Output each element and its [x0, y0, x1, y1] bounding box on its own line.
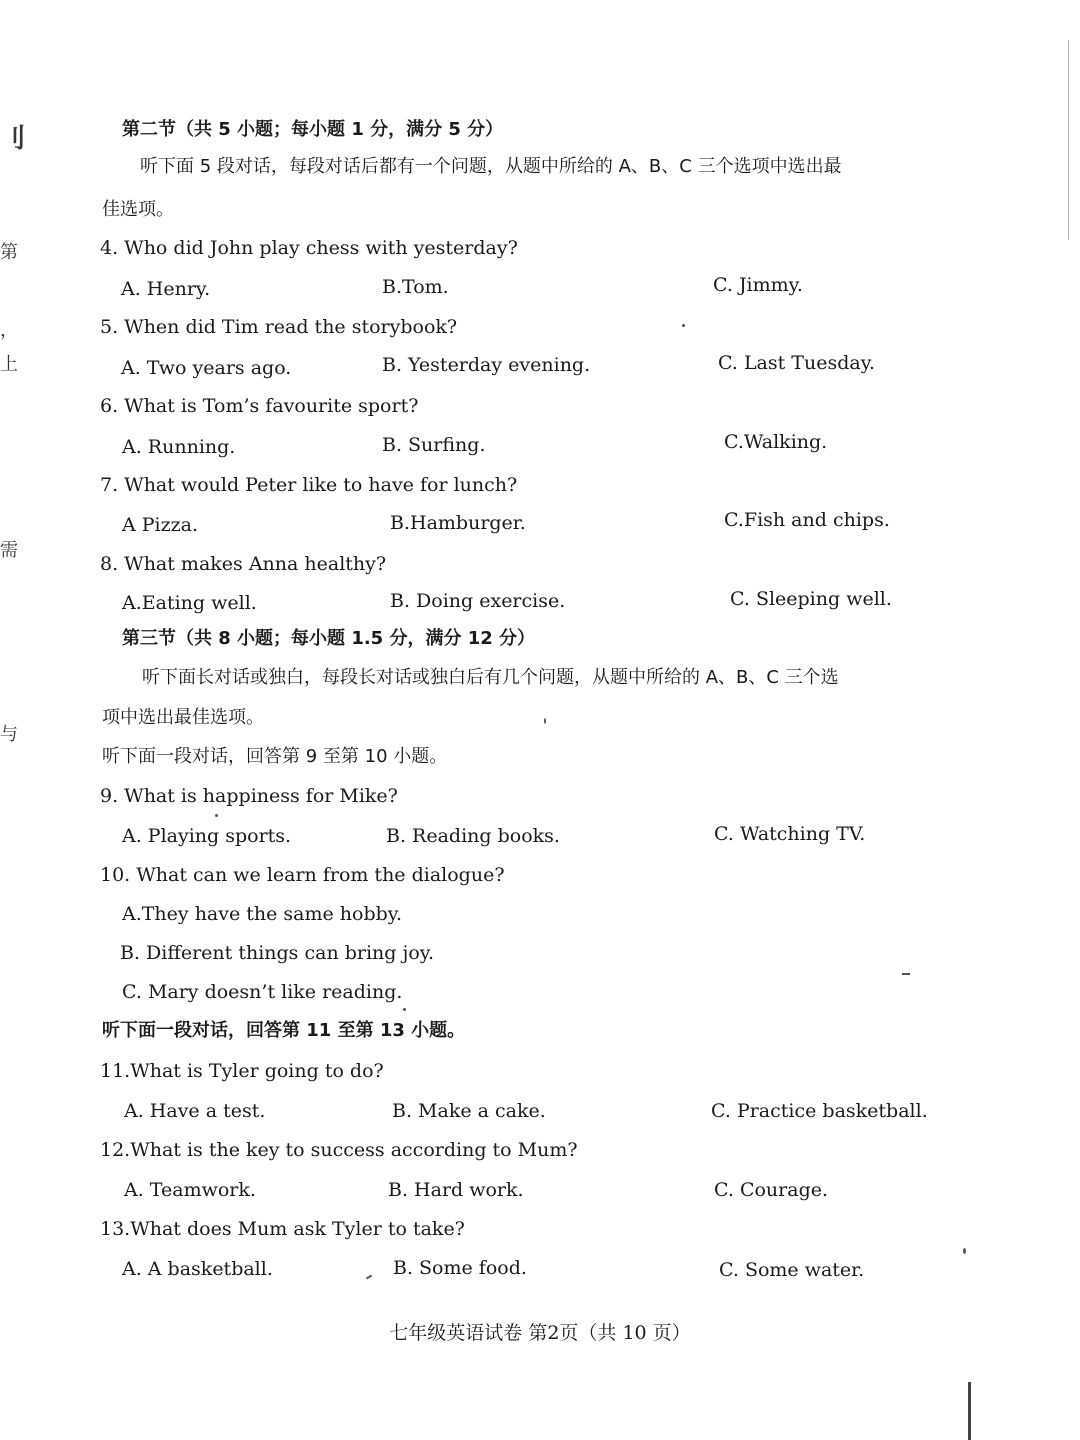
option-b: B. Surfing.: [382, 434, 486, 456]
option-b: B.Tom.: [382, 276, 449, 298]
option-b: B. Some food.: [393, 1257, 527, 1279]
scan-speck: [682, 324, 685, 327]
margin-glyph: 与: [0, 724, 18, 745]
question-12: 12.What is the key to success according to Mum?: [100, 1139, 578, 1161]
option-c: C. Jimmy.: [713, 274, 803, 296]
section2-instruction: 听下面 5 段对话，每段对话后都有一个问题，从题中所给的 A、B、C 三个选项中选出最: [140, 156, 842, 177]
option-c: C. Watching TV.: [714, 823, 866, 845]
option-a: A. Henry.: [121, 278, 211, 300]
question-7: 7. What would Peter like to have for lunch?: [100, 474, 518, 496]
option-b: B. Doing exercise.: [390, 590, 566, 612]
question-13: 13.What does Mum ask Tyler to take?: [100, 1218, 465, 1240]
option-c: C.Fish and chips.: [724, 509, 890, 531]
scan-speck: [902, 973, 910, 975]
option-b: B. Hard work.: [388, 1179, 524, 1201]
option-a: A. A basketball.: [122, 1258, 273, 1280]
option-a: A.They have the same hobby.: [122, 903, 403, 925]
option-b: B. Reading books.: [386, 825, 560, 847]
option-a: A. Have a test.: [124, 1100, 266, 1122]
option-a: A. Two years ago.: [121, 357, 292, 379]
scan-speck: [403, 1008, 406, 1011]
option-c: C. Practice basketball.: [711, 1100, 928, 1122]
page-footer: 七年级英语试卷 第2页（共 10 页）: [389, 1322, 691, 1344]
option-b: B. Yesterday evening.: [382, 354, 591, 376]
option-b: B. Make a cake.: [392, 1100, 546, 1122]
section2-heading: 第二节（共 5 小题；每小题 1 分，满分 5 分）: [122, 119, 504, 140]
question-10: 10. What can we learn from the dialogue?: [100, 864, 505, 886]
scan-speck: [366, 1275, 372, 1280]
question-9: 9. What is happiness for Mike?: [100, 785, 398, 807]
question-6: 6. What is Tom’s favourite sport?: [100, 395, 419, 417]
option-a: A. Playing sports.: [122, 825, 292, 847]
margin-glyph: 上: [0, 354, 18, 375]
question-4: 4. Who did John play chess with yesterday?: [100, 237, 518, 259]
option-a: A Pizza.: [122, 514, 199, 536]
margin-glyph: 第: [0, 242, 18, 263]
option-c: C. Mary doesn’t like reading.: [122, 981, 403, 1003]
section3-heading: 第三节（共 8 小题；每小题 1.5 分，满分 12 分）: [122, 628, 536, 649]
option-a: A. Teamwork.: [124, 1179, 256, 1201]
scan-edge-mark: [968, 1382, 971, 1440]
group-intro: 听下面一段对话，回答第 11 至第 13 小题。: [102, 1020, 466, 1041]
question-8: 8. What makes Anna healthy?: [100, 553, 387, 575]
question-11: 11.What is Tyler going to do?: [100, 1060, 384, 1082]
option-a: A.Eating well.: [122, 592, 257, 614]
group-intro: 听下面一段对话，回答第 9 至第 10 小题。: [102, 746, 448, 767]
scan-speck: [963, 1248, 966, 1254]
section3-instruction: 项中选出最佳选项。: [102, 707, 264, 728]
margin-glyph: 刂: [0, 124, 27, 154]
option-b: B. Different things can bring joy.: [120, 942, 435, 964]
option-c: C. Sleeping well.: [730, 588, 892, 610]
scan-speck: [544, 718, 546, 724]
margin-glyph: ，: [0, 320, 18, 341]
margin-glyph: 需: [0, 540, 18, 561]
option-c: C.Walking.: [724, 431, 828, 453]
scan-edge-mark: [1068, 40, 1069, 240]
option-c: C. Courage.: [714, 1179, 829, 1201]
section3-instruction: 听下面长对话或独白，每段长对话或独白后有几个问题，从题中所给的 A、B、C 三个选: [142, 667, 839, 688]
option-b: B.Hamburger.: [390, 512, 526, 534]
section2-instruction: 佳选项。: [102, 199, 174, 220]
option-c: C. Last Tuesday.: [718, 352, 875, 374]
option-c: C. Some water.: [719, 1259, 865, 1281]
question-5: 5. When did Tim read the storybook?: [100, 316, 458, 338]
option-a: A. Running.: [122, 436, 236, 458]
scan-speck: [215, 814, 218, 817]
